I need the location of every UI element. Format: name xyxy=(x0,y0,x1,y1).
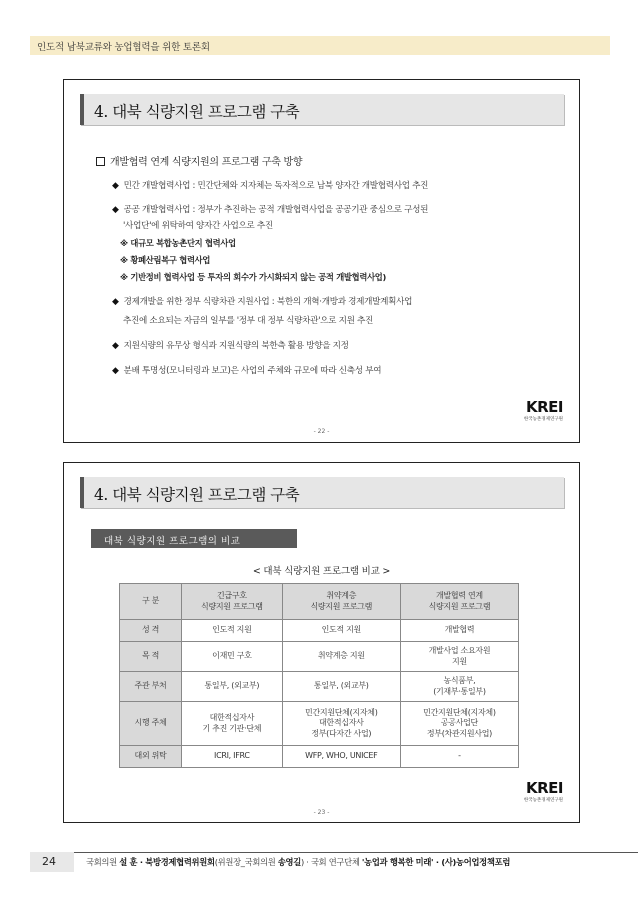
slide-page-number: - 22 - xyxy=(313,428,330,435)
krei-logo: KREI xyxy=(525,398,563,416)
diamond-bullet-icon: ◆ xyxy=(112,341,119,351)
table-cell: 인도적 지원 xyxy=(182,620,283,642)
column-header: 개발협력 연계 식량지원 프로그램 xyxy=(400,584,518,620)
krei-logo: KREI xyxy=(525,779,563,797)
row-header: 주관 부처 xyxy=(120,672,182,702)
diamond-bullet-icon: ◆ xyxy=(112,181,119,191)
bullet-continuation: 추진에 소요되는 자금의 일부를 '정부 대 정부 식량차관'으로 지원 추진 xyxy=(123,316,374,326)
diamond-bullet-icon: ◆ xyxy=(112,205,119,215)
bullet-item: ◆ 민간 개발협력사업 : 민간단체와 지자체는 독자적으로 남북 양자간 개발협력사업 추진 xyxy=(112,181,429,191)
krei-logo-subtitle: 한국농촌경제연구원 xyxy=(523,417,563,422)
square-bullet-icon xyxy=(96,157,105,166)
row-header: 성 격 xyxy=(120,620,182,642)
sub-heading-banner xyxy=(91,529,297,548)
table-cell: 이재민 구호 xyxy=(182,642,283,672)
page-number: 24 xyxy=(42,855,56,868)
document-header-title: 인도적 남북교류와 농업협력을 위한 토론회 xyxy=(37,42,210,53)
diamond-bullet-icon: ◆ xyxy=(112,366,119,376)
bullet-item: ◆ 경제개발을 위한 정부 식량차관 지원사업 : 북한의 개혁·개방과 경제개발계획사업 xyxy=(112,297,413,307)
footer-page-tab xyxy=(30,852,74,872)
diamond-bullet-icon: ◆ xyxy=(112,297,119,307)
bullet-item: ◆ 분배 투명성(모니터링과 보고)은 사업의 주체와 규모에 따라 신축성 부여 xyxy=(112,366,382,376)
bullet-continuation: '사업단'에 위탁하여 양자간 사업으로 추진 xyxy=(123,221,273,231)
table-cell: 통일부, (외교부) xyxy=(282,672,400,702)
table-cell: 인도적 지원 xyxy=(282,620,400,642)
table-row xyxy=(120,672,519,702)
note-item: ※ 기반정비 협력사업 등 투자의 회수가 가시화되지 않는 공적 개발협력사업) xyxy=(120,272,387,282)
slide-title xyxy=(80,94,564,125)
slide-title-text: 4. 대북 식량지원 프로그램 구축 xyxy=(94,486,300,504)
table-cell: - xyxy=(400,746,518,768)
bullet-item: ◆ 공공 개발협력사업 : 정부가 추진하는 공적 개발협력사업을 공공기관 중심으로 구성된 xyxy=(112,205,429,215)
table-row xyxy=(120,702,519,746)
table-cell: 민간지원단체(지자체) 공공사업단 정부(차관지원사업) xyxy=(400,702,518,746)
table-row xyxy=(120,620,519,642)
table-cell: 농식품부, (기재부·통일부) xyxy=(400,672,518,702)
table-cell: 통일부, (외교부) xyxy=(182,672,283,702)
slide-title xyxy=(80,477,564,508)
table-cell: ICRI, IFRC xyxy=(182,746,283,768)
table-cell: 민간지원단체(지자체) 대한적십자사 정부(다자간 사업) xyxy=(282,702,400,746)
table-cell: 개발협력 xyxy=(400,620,518,642)
slide-22 xyxy=(63,79,580,443)
krei-logo-subtitle: 한국농촌경제연구원 xyxy=(523,798,563,803)
column-header: 긴급구호 식량지원 프로그램 xyxy=(182,584,283,620)
column-header: 구 분 xyxy=(120,584,182,620)
sub-heading-text: 대북 식량지원 프로그램의 비교 xyxy=(104,536,241,547)
table-header-row xyxy=(120,584,519,620)
slide-23 xyxy=(63,462,580,823)
note-item: ※ 황폐산림복구 협력사업 xyxy=(120,255,211,265)
table-cell: 대한적십자사 기 추진 기관·단체 xyxy=(182,702,283,746)
note-item: ※ 대규모 복합농촌단지 협력사업 xyxy=(120,238,236,248)
table-caption: < 대북 식량지원 프로그램 비교 > xyxy=(252,566,391,577)
document-header xyxy=(30,36,610,55)
row-header: 시행 주체 xyxy=(120,702,182,746)
bullet-item: ◆ 지원식량의 유무상 형식과 지원식량의 북한측 활용 방향을 지정 xyxy=(112,341,349,351)
table-cell: WFP, WHO, UNICEF xyxy=(282,746,400,768)
table-row xyxy=(120,746,519,768)
slide-title-text: 4. 대북 식량지원 프로그램 구축 xyxy=(94,103,300,121)
comparison-table xyxy=(119,583,519,768)
section-heading: 개발협력 연계 식량지원의 프로그램 구축 방향 xyxy=(96,153,302,168)
row-header: 목 적 xyxy=(120,642,182,672)
table-cell: 개발사업 소요자원 지원 xyxy=(400,642,518,672)
table-cell: 취약계층 지원 xyxy=(282,642,400,672)
column-header: 취약계층 식량지원 프로그램 xyxy=(282,584,400,620)
footer-divider xyxy=(30,852,638,853)
table-row xyxy=(120,642,519,672)
row-header: 대외 위탁 xyxy=(120,746,182,768)
footer-text: 국회의원 설 훈 · 북방경제협력위원회(위원장_국회의원 송영길) · 국회 연구단체 '농업과 행복한 미래' · (사)농어업정책포럼 xyxy=(86,857,511,867)
slide-page-number: - 23 - xyxy=(313,809,330,816)
